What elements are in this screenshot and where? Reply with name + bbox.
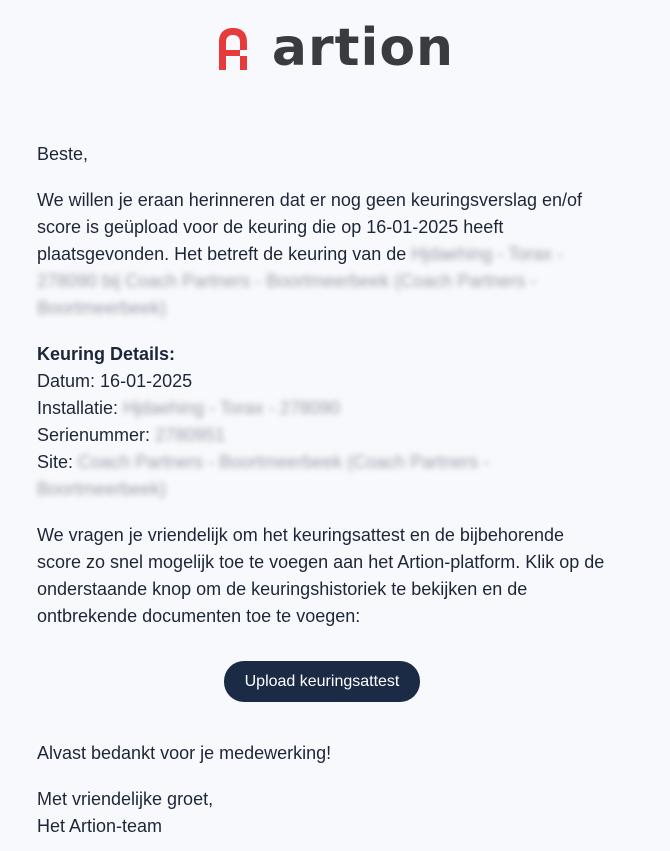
detail-date-label: Datum:: [37, 371, 96, 391]
detail-serial-value: 2780951: [155, 425, 226, 445]
detail-date: [37, 368, 607, 395]
thanks-text: Alvast bedankt voor je medewerking!: [37, 743, 332, 763]
artion-logo-icon: [216, 26, 250, 70]
detail-site: [37, 449, 607, 503]
details-title: Keuring Details:: [37, 344, 176, 364]
email-body: [37, 141, 607, 840]
closing-text: Met vriendelijke groet,: [37, 789, 214, 809]
logo-wordmark: artion: [271, 18, 455, 78]
detail-date-value: 16-01-2025: [100, 371, 193, 391]
redacted-installation-text: Hjdaehing - Torax - 278090 bij Coach Partners - Boortmeerbeek (Coach Partners - Boortmeerbeek): [37, 244, 564, 318]
greeting: Beste,: [37, 144, 89, 164]
signature-text: Het Artion-team: [37, 816, 163, 836]
upload-keuringsattest-button[interactable]: Upload keuringsattest: [224, 661, 421, 702]
detail-installation-label: Installatie:: [37, 398, 119, 418]
detail-site-label: Site:: [37, 452, 74, 472]
intro-paragraph: [37, 187, 607, 322]
detail-serial: [37, 422, 607, 449]
detail-serial-label: Serienummer:: [37, 425, 151, 445]
artion-logo: [0, 18, 670, 78]
button-container: [37, 661, 607, 702]
detail-site-value: Coach Partners - Boortmeerbeek (Coach Partners - Boortmeerbeek): [37, 452, 490, 499]
detail-installation: [37, 395, 607, 422]
keuring-details: [37, 341, 607, 503]
detail-installation-value: Hjdaehing - Torax - 278090: [123, 398, 340, 418]
request-paragraph: We vragen je vriendelijk om het keuringsattest en de bijbehorende score zo snel mogelijk toe te voegen aan het Artion-platform. Klik op de onderstaande knop om de keuringshistoriek te bekijken en de ontbrekende documenten toe te voegen:: [37, 525, 605, 626]
intro-text: We willen je eraan herinneren dat er nog geen keuringsverslag en/of score is geüpload voor de keuring die op 16-01-2025 heeft plaatsgevonden. Het betreft de keuring van de: [37, 190, 583, 264]
